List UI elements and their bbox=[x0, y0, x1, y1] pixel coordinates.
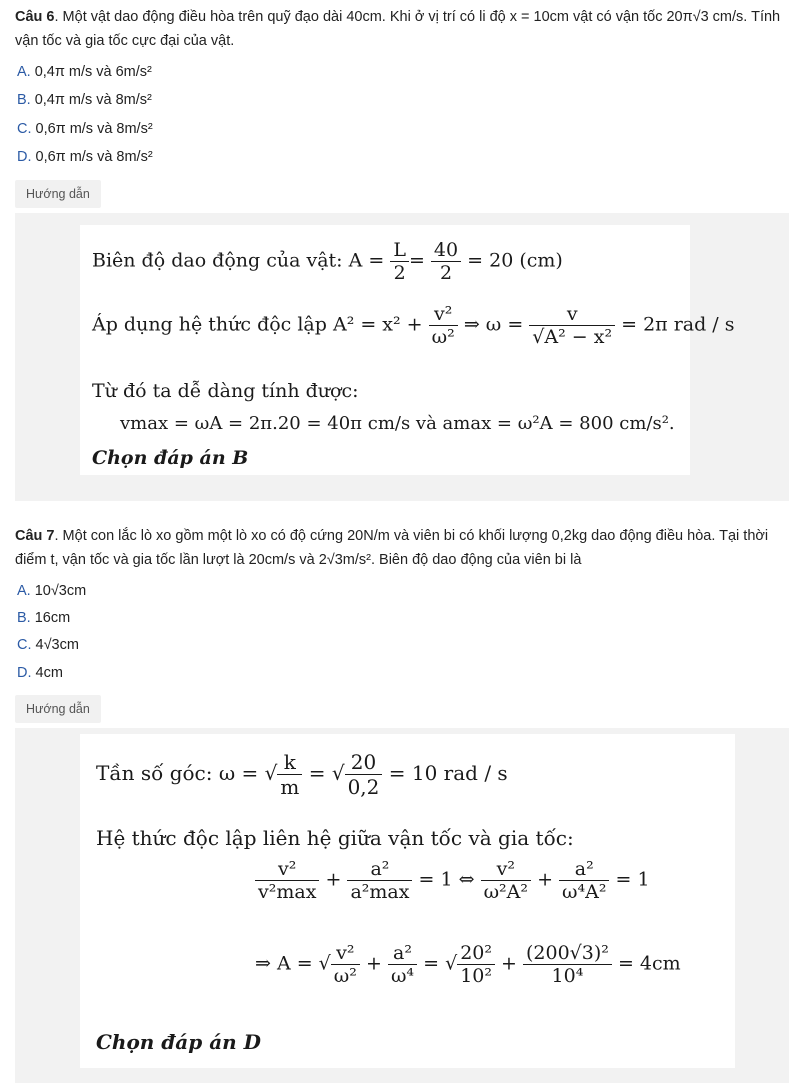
q6-option-a[interactable] bbox=[17, 60, 152, 84]
den: 10⁴ bbox=[551, 965, 584, 987]
text: + bbox=[365, 952, 382, 975]
num: v² bbox=[429, 303, 458, 326]
q7-sol-line1: Tần số góc: ω = √ $\frac{k}{m}$ = √ $\frac{20}{0,2}$ = 10 rad / s bbox=[96, 750, 508, 799]
option-text: 4√3cm bbox=[35, 637, 79, 653]
text: = 4cm bbox=[617, 952, 681, 975]
den: 0,2 bbox=[347, 775, 380, 799]
den: ω⁴A² bbox=[562, 881, 607, 903]
den: 10² bbox=[460, 965, 492, 987]
option-text: 0,6π m/s và 8m/s² bbox=[35, 121, 153, 137]
den: v²max bbox=[258, 881, 317, 903]
fraction bbox=[529, 303, 615, 348]
den: 2 bbox=[439, 262, 453, 284]
num: v² bbox=[481, 858, 531, 881]
text: = 2π rad / s bbox=[621, 313, 735, 336]
option-text: 10√3cm bbox=[34, 583, 87, 599]
text: = 1 ⇔ bbox=[418, 868, 475, 891]
q7-option-b[interactable] bbox=[17, 606, 70, 630]
question-7-body: . Một con lắc lò xo gồm một lò xo có độ cứng 20N/m và viên bi có khối lượng 0,2kg dao động điều hòa. Tại thời điểm t, vận tốc và gia tốc lần lượt là 20cm/s và 2√3m/s². Biên độ dao động của viên bi là bbox=[15, 528, 769, 568]
q6-sol-line4: vmax = ωA = 2π.20 = 40π cm/s và amax = ω²A = 800 cm/s². bbox=[120, 413, 675, 434]
fraction bbox=[331, 942, 360, 987]
option-letter: B. bbox=[17, 610, 31, 626]
question-6-body: . Một vật dao động điều hòa trên quỹ đạo dài 40cm. Khi ở vị trí có li độ x = 10cm vật có vận tốc 20π√3 cm/s. Tính vận tốc và gia tốc cực đại của vật. bbox=[15, 9, 781, 49]
den: ω² bbox=[333, 965, 357, 987]
q6-guide-button[interactable]: Hướng dẫn bbox=[15, 180, 101, 208]
num: a² bbox=[559, 858, 609, 881]
option-letter: C. bbox=[17, 637, 32, 653]
num: a² bbox=[347, 858, 412, 881]
option-text: 4cm bbox=[35, 665, 63, 681]
option-letter: D. bbox=[17, 149, 32, 165]
option-text: 0,4π m/s và 6m/s² bbox=[34, 64, 152, 80]
num: 20 bbox=[345, 750, 383, 775]
den: ω²A² bbox=[483, 881, 529, 903]
question-6-label: Câu 6 bbox=[15, 9, 55, 25]
text: ⇒ ω = bbox=[463, 313, 524, 336]
text: Biên độ dao động của vật: A = bbox=[92, 249, 385, 272]
text: = bbox=[423, 952, 440, 975]
den: m bbox=[280, 775, 300, 799]
text: ⇒ A = bbox=[255, 952, 313, 975]
option-text: 0,4π m/s và 8m/s² bbox=[34, 92, 152, 108]
num: L bbox=[390, 239, 409, 262]
text: = 10 rad / s bbox=[388, 761, 508, 785]
text: Tần số góc: ω = bbox=[96, 761, 259, 785]
q7-guide-button[interactable]: Hướng dẫn bbox=[15, 695, 101, 723]
fraction bbox=[429, 303, 458, 348]
fraction bbox=[345, 750, 383, 799]
q7-sol-line2: Hệ thức độc lập liên hệ giữa vận tốc và gia tốc: bbox=[96, 826, 574, 850]
q6-solution-image bbox=[80, 225, 735, 475]
q7-sol-line3 bbox=[255, 858, 650, 903]
text: + bbox=[537, 868, 553, 891]
fraction bbox=[255, 858, 319, 903]
option-letter: A. bbox=[17, 583, 31, 599]
q6-sol-answer: Chọn đáp án B bbox=[92, 447, 249, 469]
q6-sol-line3: Từ đó ta dễ dàng tính được: bbox=[92, 380, 359, 402]
question-7-label: Câu 7 bbox=[15, 528, 55, 544]
text: = bbox=[308, 761, 326, 785]
text: Áp dụng hệ thức độc lập bbox=[92, 313, 327, 336]
fraction bbox=[390, 239, 409, 284]
fraction bbox=[559, 858, 609, 903]
option-letter: D. bbox=[17, 665, 32, 681]
fraction bbox=[523, 942, 612, 987]
den: a²max bbox=[350, 881, 410, 903]
q7-sol-line4: ⇒ A = √ $\frac{\text{v²}}{\text{ω²}}$ + $\frac{\text{a²}}{\text{ω⁴}}$ = √ $\frac{\text{20²}}{\text{10²}}$ + $\frac{\text{(200√3)²}}{\text{10⁴}}$ = 4cm bbox=[255, 942, 681, 987]
num: a² bbox=[388, 942, 417, 965]
text: + bbox=[325, 868, 342, 891]
q7-solution-panel bbox=[15, 728, 789, 1083]
q6-option-b[interactable] bbox=[17, 88, 152, 112]
question-7-text bbox=[15, 524, 793, 572]
option-text: 0,6π m/s và 8m/s² bbox=[35, 149, 153, 165]
q7-option-d[interactable] bbox=[17, 661, 63, 685]
num: 40 bbox=[431, 239, 461, 262]
option-text: 16cm bbox=[34, 610, 71, 626]
fraction bbox=[481, 858, 531, 903]
text: + bbox=[501, 952, 517, 975]
num: (200√3)² bbox=[523, 942, 612, 965]
q6-sol-line1: Biên độ dao động của vật: A = $\frac{L}{2}$ = $\frac{40}{2}$ = 20 (cm) bbox=[92, 239, 563, 284]
fraction bbox=[431, 239, 461, 284]
text: = 1 bbox=[615, 868, 650, 891]
den: 2 bbox=[393, 262, 406, 284]
q6-solution-panel bbox=[15, 213, 789, 501]
q7-option-a[interactable] bbox=[17, 579, 86, 603]
option-letter: C. bbox=[17, 121, 32, 137]
den: ω² bbox=[431, 326, 455, 348]
den: ω⁴ bbox=[390, 965, 415, 987]
option-letter: A. bbox=[17, 64, 31, 80]
num: v bbox=[529, 303, 615, 326]
num: k bbox=[277, 750, 302, 775]
option-letter: B. bbox=[17, 92, 31, 108]
fraction bbox=[347, 858, 412, 903]
fraction bbox=[277, 750, 302, 799]
q6-option-d[interactable] bbox=[17, 145, 153, 169]
num: v² bbox=[331, 942, 360, 965]
question-6-text bbox=[15, 5, 793, 53]
den: √A² − x² bbox=[532, 326, 613, 348]
q6-option-c[interactable] bbox=[17, 117, 153, 141]
text: A² = x² + bbox=[332, 313, 423, 336]
fraction bbox=[457, 942, 495, 987]
num: v² bbox=[255, 858, 319, 881]
num: 20² bbox=[457, 942, 495, 965]
q7-solution-image bbox=[80, 734, 735, 1068]
text: = 20 (cm) bbox=[467, 249, 563, 272]
q7-option-c[interactable] bbox=[17, 633, 79, 657]
fraction bbox=[388, 942, 417, 987]
q6-sol-line2 bbox=[92, 303, 735, 348]
q7-sol-answer: Chọn đáp án D bbox=[96, 1030, 261, 1054]
